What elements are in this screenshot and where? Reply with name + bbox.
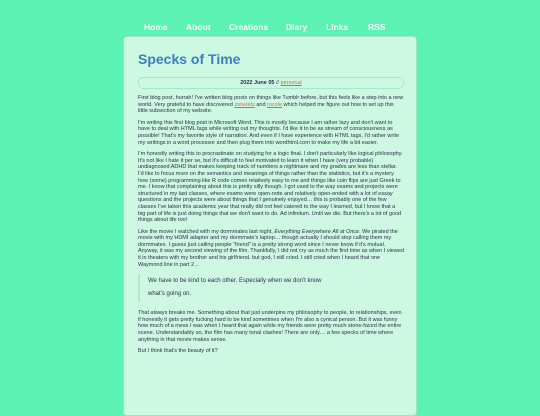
movie-title: Everything Everywhere All at Once (274, 228, 360, 235)
nav-diary-link[interactable]: Diary (286, 22, 308, 32)
rocole-link[interactable]: rocole (267, 101, 283, 108)
paragraph-word: I'm writing this first blog post in Microsoft Word. This is mostly because I am rather lazy and don't want to have to deal with HTML tags while writing out my thoughts. I'd like it to be as stream of consciousness as possible! That's my favorite style of narration. And even if I have experience with HTML tags, I'd rather write my writings in a word processor and then plug them into wordhtml.com to make my life a bit easier. (138, 119, 400, 146)
paragraph-text: . We pirated the movie with my HDMI adapter and my dormmate's laptop… though actually I should stop calling them my dormmates. I guess just calling people "friend" is a pretty strong word since I never know if it's mutual. Anyway, it was my second viewing of the film. Thankfully, I did not cry as much the first time as when I viewed it in theaters with my brother and his girlfriend, but god, I still cried. I still cried when I heard that one Waymond line in part 2… (138, 228, 404, 268)
zonelets-link[interactable]: zonelets (234, 101, 255, 108)
blockquote (138, 274, 404, 302)
post-date: 2022 June 05 (240, 80, 275, 86)
quote-line: what's going on. (148, 291, 192, 298)
nav-links-link[interactable]: Links (326, 22, 349, 32)
paragraph-kindness: That always breaks me. Something about that just underpins my philosophy to people, to relationships, even if honestly it gets pretty fucking hard to be kind sometimes when I'm also a cynical person. But it was funny how much of a mess I was when I heard that again while my friends were pretty much stone-faced the entire scene. Understandably so, the film has many tonal clashes! There are only… a few specks of time where anything in that movie makes sense. (138, 310, 402, 343)
post-content (138, 95, 404, 360)
paragraph-logic: I'm honestly writing this to procrastinate on studying for a logic final. I don't particularly like logical philosophy. It's not like I hate it per se, but it's difficult to feel motivated to learn it when I have (very probable) undiagnosed ADHD that makes keeping track of numbers a nightmare and my grades are less than stellar. I'd like to focus more on the semantics and meanings of things rather than the statistics, but it's a mystery how (some) programming like R code comes relatively easy to me and things like coin flips are just Greek to me. I know that complaining about this is pretty silly though. I got used to the way exams and projects were structured in my last classes, where exams were open-note and relatively open-ended with a lot of essay questions and the projects were about things that I genuinely enjoyed… this is probably one of the few classes I've taken this academic year that really did not feel catered to the way I learned, but I know that a big part of life is just doing things that we don't want to do. Ad infinitum. Until we die. But there's a lot of good things about life too! (138, 151, 403, 224)
post-meta-bar (138, 77, 404, 89)
paragraph-movie (138, 229, 404, 269)
paragraph-intro (138, 95, 404, 115)
meta-separator: // (274, 80, 281, 86)
paragraph-text: which helped me figure out how to set up this little subsection of my website. (138, 101, 394, 115)
nav-home-link[interactable]: Home (144, 22, 168, 32)
nav-creations-link[interactable]: Creations (229, 22, 269, 32)
paragraph-beauty: But I think that's the beauty of it? (138, 348, 218, 355)
nav-about-link[interactable]: About (186, 22, 211, 32)
post-category-link[interactable]: personal (280, 80, 302, 86)
nav-rss-link[interactable]: RSS (368, 22, 386, 32)
paragraph-text: Like the movie I watched with my dormmates last night, (138, 228, 275, 235)
blog-post-card (123, 36, 417, 416)
paragraph-text: First blog post, hurrah! I've written blog posts on things like Tumblr before, but this feels like a step into a new world. Very grateful to have discovered (138, 95, 404, 108)
quote-line: We have to be kind to each other. Especially when we don't know (148, 278, 322, 285)
paragraph-text: and (254, 101, 268, 108)
post-title: Specks of Time (138, 51, 241, 67)
top-navigation (0, 22, 540, 36)
